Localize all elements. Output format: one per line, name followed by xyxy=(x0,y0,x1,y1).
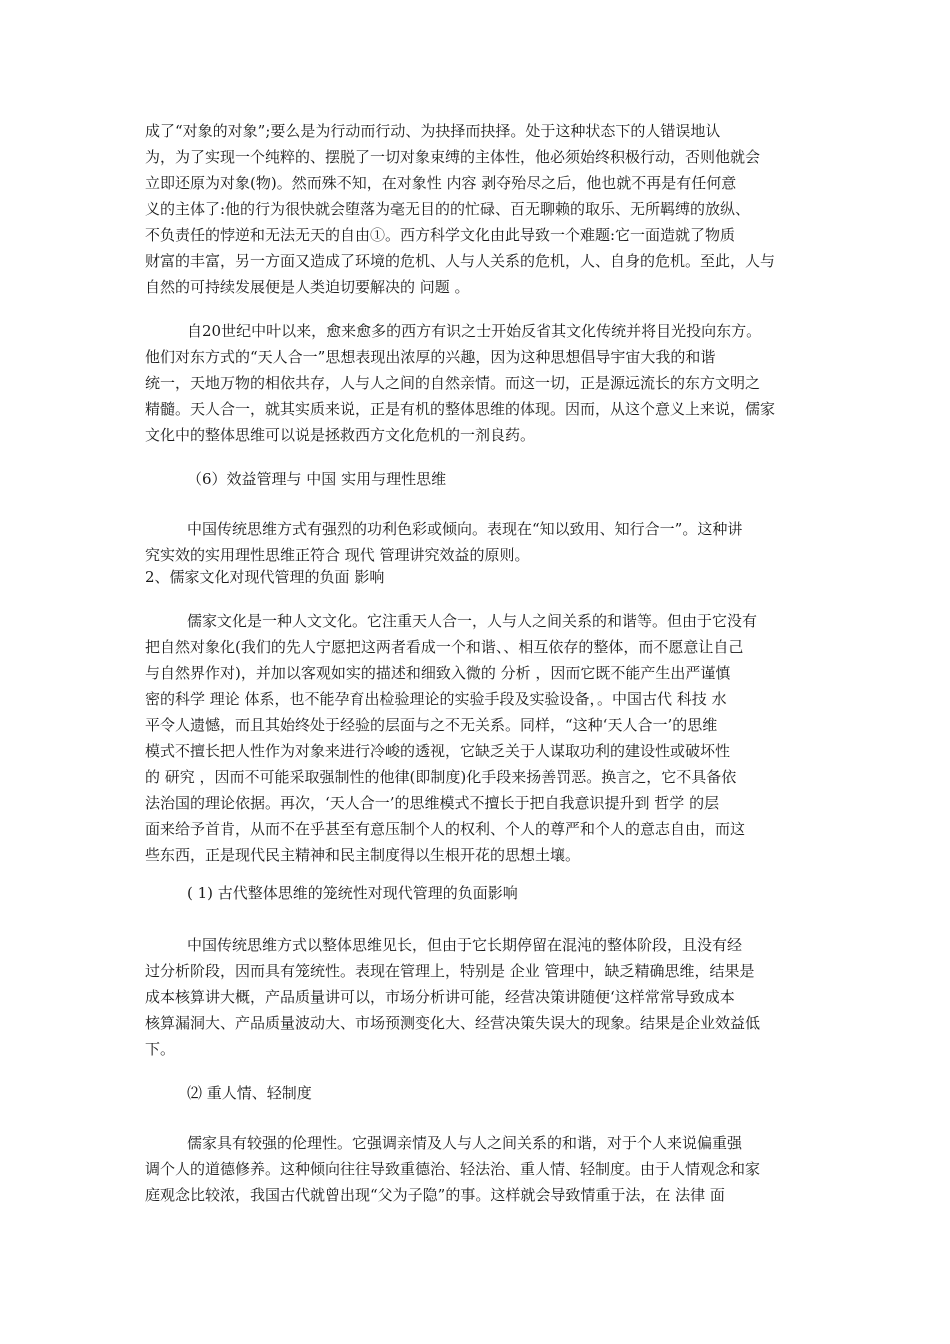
text-line: 儒家文化是一种人文文化。它注重天人合一，人与人之间关系的和谐等。但由于它没有 xyxy=(187,612,758,630)
text-line: 精髓。天人合一，就其实质来说，正是有机的整体思维的体现。因而，从这个意义上来说，儒家 xyxy=(145,400,776,418)
text-line: 平令人遗憾，而且其始终处于经验的层面与之不无关系。同样，“这种‘天人合一’的思维 xyxy=(145,716,718,734)
text-line: 财富的丰富，另一方面又造成了环境的危机、人与人关系的危机，人、自身的危机。至此，人与 xyxy=(145,252,776,270)
text-line: 下。 xyxy=(145,1040,176,1058)
text-line: 些东西，正是现代民主精神和民主制度得以生根开花的思想土壤。 xyxy=(145,846,581,864)
text-line: 儒家具有较强的伦理性。它强调亲情及人与人之间关系的和谐，对于个人来说偏重强 xyxy=(187,1134,743,1152)
text-line: 为，为了实现一个纯粹的、摆脱了一切对象束缚的主体性，他必须始终积极行动，否则他就会 xyxy=(145,148,761,166)
paragraph-humanistic-culture xyxy=(145,608,805,868)
text-line: 调个人的道德修养。这种倾向往往导致重德治、轻法治、重人情、轻制度。由于人情观念和家 xyxy=(145,1160,761,1178)
text-line: 中国传统思维方式以整体思维见长，但由于它长期停留在混沌的整体阶段，且没有经 xyxy=(187,936,743,954)
text-line: 把自然对象化(我们的先人宁愿把这两者看成一个和谐、、相互依存的整体，而不愿意让自己 xyxy=(145,638,744,656)
text-line: 义的主体了:他的行为很快就会堕落为毫无目的的忙碌、百无聊赖的取乐、无所羁缚的放纵、 xyxy=(145,200,751,218)
paragraph-west-turns-east xyxy=(145,318,805,448)
text-line: 成本核算讲大概，产品质量讲可以，市场分析讲可能，经营决策讲随便‘这样常常导致成本 xyxy=(145,988,735,1006)
text-line: 究实效的实用理性思维正符合 现代 管理讲究效益的原则。 xyxy=(145,546,530,564)
heading-text: 2、儒家文化对现代管理的负面 影响 xyxy=(145,568,385,586)
text-line: 密的科学 理论 体系，也不能孕育出检验理论的实验手段及实验设备，。中国古代 科技 水 xyxy=(145,690,727,708)
paragraph-utilitarian xyxy=(145,516,805,568)
text-line: 不负责任的悖逆和无法无天的自由①。西方科学文化由此导致一个难题:它一面造就了物质 xyxy=(145,226,736,244)
heading-text: ( 1) 古代整体思维的笼统性对现代管理的负面影响 xyxy=(187,884,518,902)
text-line: 他们对东方式的“天人合一”思想表现出浓厚的兴趣，因为这种思想倡导宇宙大我的和谐 xyxy=(145,348,716,366)
text-line: 成了“对象的对象”;要么是为行动而行动、为抉择而抉择。处于这种状态下的人错误地认 xyxy=(145,122,721,140)
text-line: 的 研究 ，因而不可能采取强制性的他律(即制度)化手段来扬善罚恶。换言之，它不具备依 xyxy=(145,768,737,786)
heading-text: ⑵ 重人情、轻制度 xyxy=(187,1084,312,1102)
paragraph-object-of-object xyxy=(145,118,805,300)
text-line: 核算漏洞大、产品质量波动大、市场预测变化大、经营决策失误大的现象。结果是企业效益低 xyxy=(145,1014,761,1032)
text-line: 庭观念比较浓，我国古代就曾出现“父为子隐”的事。这样就会导致情重于法，在 法律 面 xyxy=(145,1186,725,1204)
text-line: 文化中的整体思维可以说是拯救西方文化危机的一剂良药。 xyxy=(145,426,536,444)
section-heading-6 xyxy=(145,466,805,492)
text-line: 自然的可持续发展便是人类迫切要解决的 问题 。 xyxy=(145,278,470,296)
text-line: 中国传统思维方式有强烈的功利色彩或倾向。表现在“知以致用、知行合一”。这种讲 xyxy=(187,520,743,538)
heading-text: （6）效益管理与 中国 实用与理性思维 xyxy=(187,470,447,488)
text-line: 统一，天地万物的相依共存，人与人之间的自然亲情。而这一切，正是源远流长的东方文明之 xyxy=(145,374,761,392)
text-line: 立即还原为对象(物)。然而殊不知，在对象性 内容 剥夺殆尽之后，他也就不再是有任何意 xyxy=(145,174,737,192)
text-line: 过分析阶段，因而具有笼统性。表现在管理上，特别是 企业 管理中，缺乏精确思维，结果是 xyxy=(145,962,755,980)
paragraph-holistic-thinking xyxy=(145,932,805,1062)
section-heading-2 xyxy=(145,564,805,590)
paragraph-ethics xyxy=(145,1130,805,1208)
section-heading-1 xyxy=(145,880,805,906)
text-line: 与自然界作对)，并加以客观如实的描述和细致入微的 分析 ，因而它既不能产生出严谨慎 xyxy=(145,664,731,682)
text-line: 法治国的理论依据。再次，‘天人合一’的思维模式不擅长于把自我意识提升到 哲学 的层 xyxy=(145,794,720,812)
text-line: 自20世纪中叶以来，愈来愈多的西方有识之士开始反省其文化传统并将目光投向东方。 xyxy=(187,322,762,340)
section-heading-2b xyxy=(145,1080,805,1106)
text-line: 面来给予首肯，从而不在乎甚至有意压制个人的权利、个人的尊严和个人的意志自由，而这 xyxy=(145,820,746,838)
text-line: 模式不擅长把人性作为对象来进行冷峻的透视，它缺乏关于人谋取功利的建设性或破坏性 xyxy=(145,742,731,760)
